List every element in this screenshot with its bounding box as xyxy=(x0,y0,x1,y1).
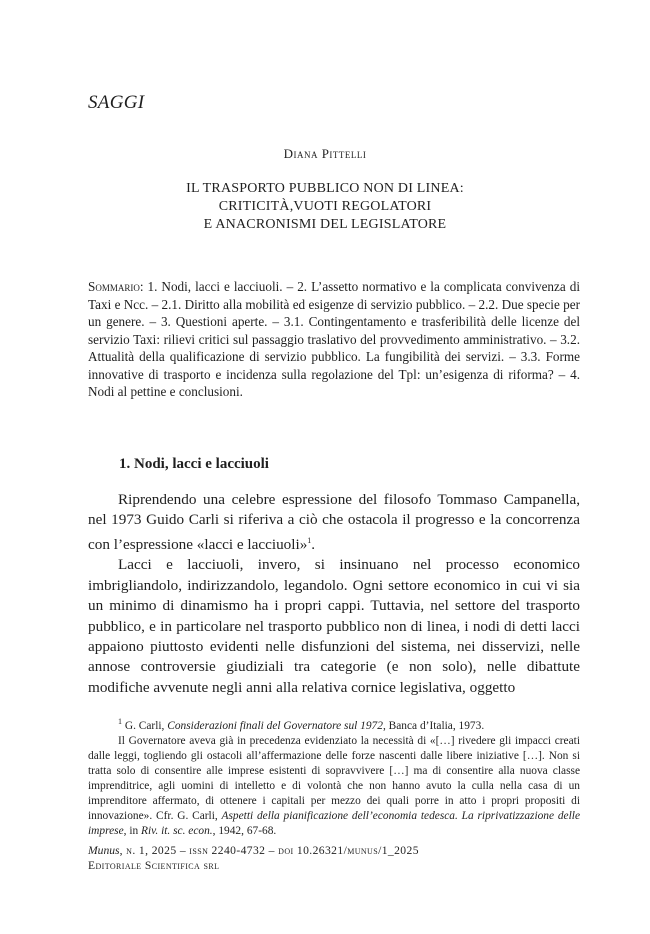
paragraph xyxy=(88,555,580,698)
summary-text: 1. Nodi, lacci e lacciuoli. – 2. L’assetto normativo e la complicata convivenza di Taxi e Ncc. – 2.1. Diritto alla mobilità ed esigenze di servizio pubblico. – 2.2. Due specie per un genere. – 3. Questioni aperte. – 3.1. Contingentamento e trasferibilità delle licenze del servizio Taxi: rilievi critici sul passaggio traslativo del provvedimento amministrativo. – 3.2. Attualità della qualificazione di servizio pubblico. La fungibilità dei servizi. – 3.3. Forme innovative di trasporto e incidenza sulla regolazione del Tpl: un’esigenza di riforma? – 4. Nodi al pettine e conclusioni. xyxy=(88,279,581,399)
issue-info: , n. 1, 2025 – issn 2240-4732 – doi 10.26321/munus/1_2025 xyxy=(119,844,419,857)
page-footer xyxy=(88,843,419,873)
footnote-text: Il Governatore aveva già in precedenza evidenziato la necessità di «[…] rivedere gli impacci creati dalle leggi, togliendo gli ostacoli all’affermazione delle forze nascenti dalle libere iniziative […]. Non si tratta solo di consentire alle imprese esistenti di sopravvivere […] ma di consentire alla nuova classe imprenditrice, agli uomini di intelletto e di volontà che non hanno avuto la culla nella casa di un imprenditore affermato, di ottenere i capitali per mezzo dei quali porre in atto i propri propositi di innovazione». Cfr. G. Carli, xyxy=(88,734,580,822)
paragraph-text: Lacci e lacciuoli, invero, si insinuano nel processo economico imbrigliandolo, indirizzandolo, legandolo. Ogni settore economico in cui vi sia un minimo di dinamismo ha i propri cappi. Tuttavia, nel settore del trasporto pubblico, e in particolare nel trasporto pubblico non di linea, i nodi di detti lacci appaiono piuttosto evidenti nelle disfunzioni del sistema, nei disservizi, nelle annose controversie giudiziali tra categorie (e non solo), nelle dibattute modifiche avvenute negli anni alla relativa cornice legislativa, oggetto xyxy=(88,556,580,696)
footnote-text: , in xyxy=(123,824,142,837)
author-name: Diana Pittelli xyxy=(283,146,367,161)
summary-lead: Sommario: xyxy=(88,279,144,294)
footnote-continuation xyxy=(88,734,580,839)
footnote-text: , Banca d’Italia, 1973. xyxy=(382,719,485,732)
title-line: CRITICITÀ,VUOTI REGOLATORI xyxy=(218,199,432,214)
body-text xyxy=(88,490,580,698)
footnote-text: G. Carli, xyxy=(124,719,168,732)
journal-name: Munus xyxy=(88,844,120,857)
footnote xyxy=(88,714,580,734)
section-label: SAGGI xyxy=(88,92,145,113)
section-heading: 1. Nodi, lacci e lacciuoli xyxy=(119,456,269,472)
footnote-journal: Riv. it. sc. econ. xyxy=(141,824,213,837)
footnote-marker: 1 xyxy=(118,717,122,726)
paragraph-text: Riprendendo una celebre espressione del filosofo Tommaso Campanella, nel 1973 Guido Carli si riferiva a ciò che ostacola il progresso e la concorrenza con l’espressione «lacci e lacciuoli» xyxy=(88,491,580,553)
footnotes xyxy=(88,714,580,839)
footnote-title: Aspetti della pianificazione dell’economia tedesca. La riprivatizzazione delle imprese xyxy=(88,809,580,837)
summary xyxy=(88,278,580,401)
footnote-text: , 1942, 67-68. xyxy=(212,824,277,837)
title-line: E ANACRONISMI DEL LEGISLATORE xyxy=(203,217,447,232)
title-line: IL TRASPORTO PUBBLICO NON DI LINEA: xyxy=(186,181,464,196)
paragraph-tail: . xyxy=(311,535,316,553)
article-title xyxy=(0,180,650,234)
footnote-title: Considerazioni finali del Governatore sul 1972 xyxy=(167,719,383,732)
publisher: Editoriale Scientifica srl xyxy=(88,859,220,872)
paragraph xyxy=(88,490,580,555)
footnote-ref[interactable]: 1 xyxy=(307,535,312,545)
journal-info xyxy=(88,843,419,858)
